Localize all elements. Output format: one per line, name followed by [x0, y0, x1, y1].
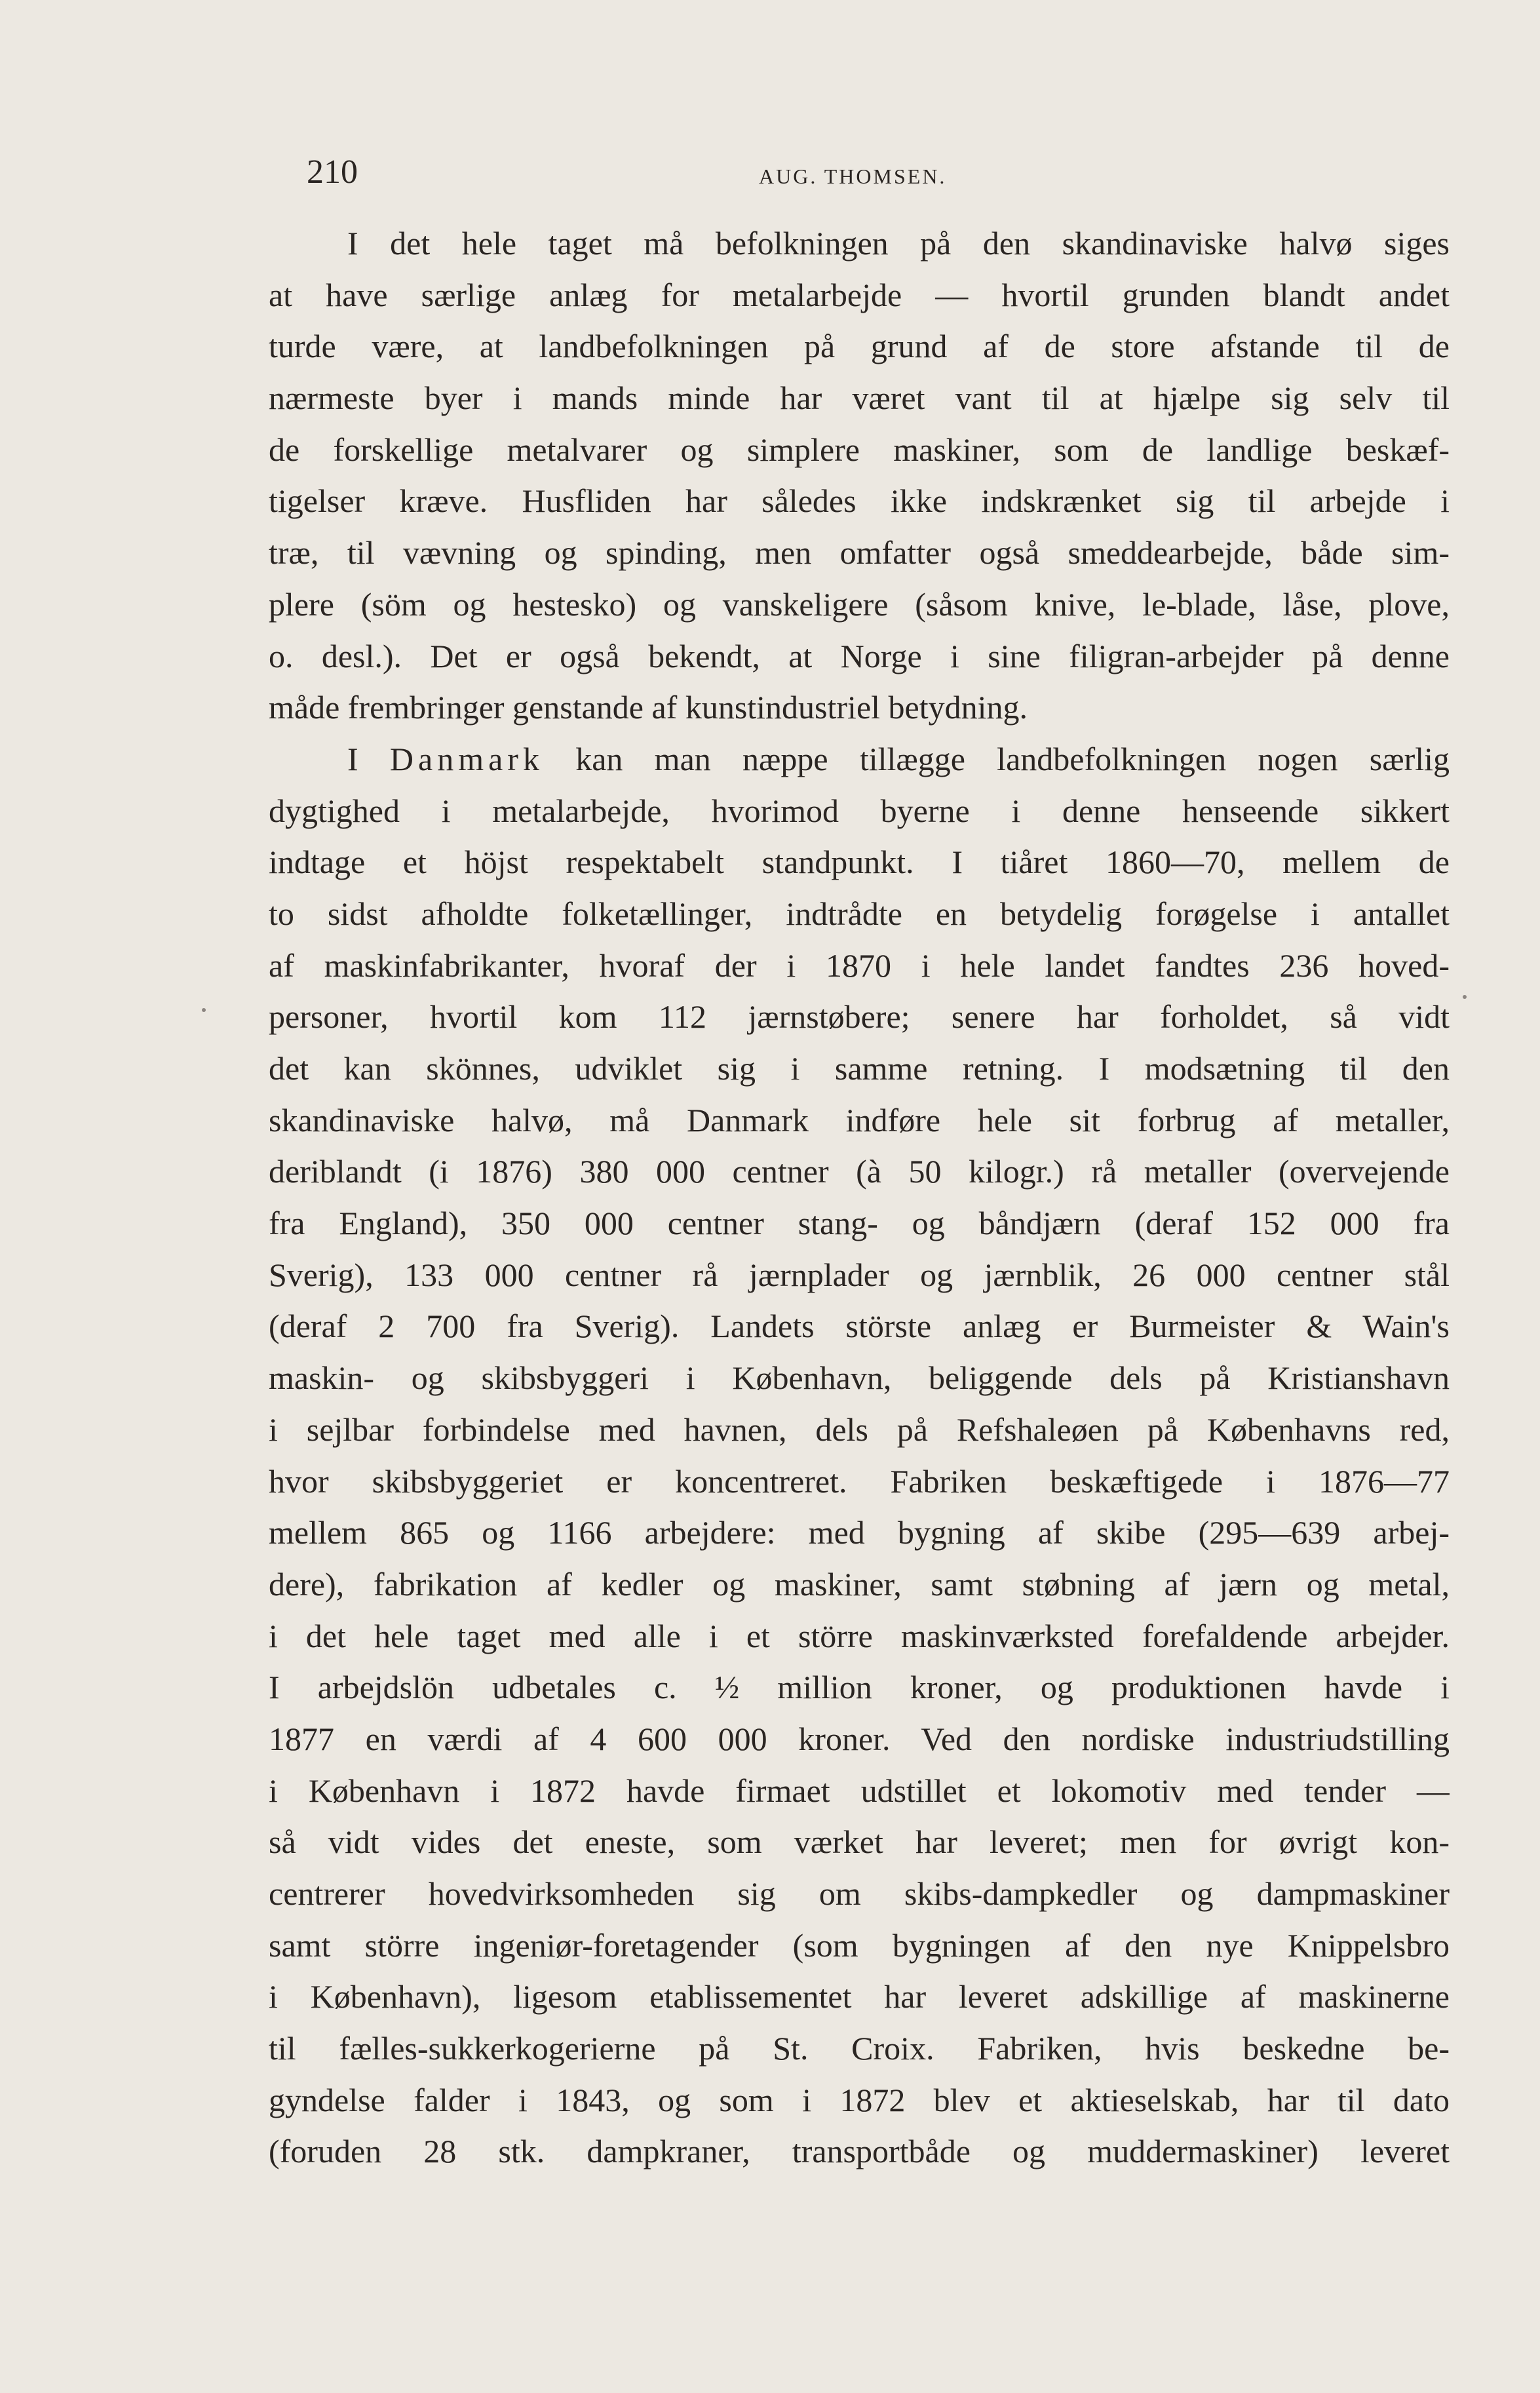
margin-speck	[1463, 995, 1467, 999]
text-line: (foruden 28 stk. dampkraner, transportbåde og muddermaskiner) leveret	[269, 2133, 1450, 2170]
emphasized-word: Danmark	[389, 740, 544, 777]
text-line: til fælles-sukkerkogerierne på St. Croix. Fabriken, hvis beskedne be-	[269, 2030, 1450, 2067]
text-line: træ, til vævning og spinding, men omfatter også smeddearbejde, både sim-	[269, 534, 1450, 572]
text-line: maskin- og skibsbyggeri i København, beliggende dels på Kristianshavn	[269, 1359, 1450, 1397]
text-line: de forskellige metalvarer og simplere maskiner, som de landlige beskæf-	[269, 431, 1450, 468]
text-line: centrerer hovedvirksomheden sig om skibs-dampkedler og dampmaskiner	[269, 1875, 1450, 1912]
paragraph-1	[269, 218, 1450, 733]
text-line: at have særlige anlæg for metalarbejde — hvortil grunden blandt andet	[269, 276, 1450, 313]
text-line: i det hele taget med alle i et större maskinværksted forefaldende arbejder.	[269, 1617, 1450, 1654]
text-line: dere), fabrikation af kedler og maskiner, samt støbning af jærn og metal,	[269, 1565, 1450, 1603]
text-line: indtage et höjst respektabelt standpunkt. I tiåret 1860—70, mellem de	[269, 844, 1450, 881]
text-line: o. desl.). Det er også bekendt, at Norge i sine filigran-arbejder på denne	[269, 637, 1450, 674]
text-line: dygtighed i metalarbejde, hvorimod byerne i denne henseende sikkert	[269, 792, 1450, 829]
text-line: gyndelse falder i 1843, og som i 1872 blev et aktieselskab, har til dato	[269, 2081, 1450, 2118]
text-line: I arbejdslön udbetales c. ½ million kroner, og produktionen havde i	[269, 1669, 1450, 1706]
text-line: af maskinfabrikanter, hvoraf der i 1870 i hele landet fandtes 236 hoved-	[269, 946, 1450, 984]
text-line: nærmeste byer i mands minde har været vant til at hjælpe sig selv til	[269, 379, 1450, 417]
text-line: I det hele taget må befolkningen på den skandinaviske halvø siges	[347, 225, 1450, 262]
text-line: tigelser kræve. Husfliden har således ikke indskrænket sig til arbejde i	[269, 482, 1450, 520]
text-line: to sidst afholdte folketællinger, indtrådte en betydelig forøgelse i antallet	[269, 895, 1450, 932]
text-line: plere (söm og hestesko) og vanskeligere (såsom knive, le-blade, låse, plove,	[269, 585, 1450, 623]
text-line: Sverig), 133 000 centner rå jærnplader og jærnblik, 26 000 centner stål	[269, 1256, 1450, 1293]
text-line: så vidt vides det eneste, som værket har leveret; men for øvrigt kon-	[269, 1823, 1450, 1861]
text-line: turde være, at landbefolkningen på grund af de store afstande til de	[269, 328, 1450, 365]
text-line: 1877 en værdi af 4 600 000 kroner. Ved den nordiske industriudstilling	[269, 1720, 1450, 1757]
text-line: (deraf 2 700 fra Sverig). Landets störste anlæg er Burmeister & Wain's	[269, 1308, 1450, 1345]
text-line: hvor skibsbyggeriet er koncentreret. Fabriken beskæftigede i 1876—77	[269, 1462, 1450, 1500]
paragraph-first-line-rest: kan man næppe tillægge landbefolkningen nogen særlig	[575, 740, 1450, 777]
text-line: fra England), 350 000 centner stang- og båndjærn (deraf 152 000 fra	[269, 1205, 1450, 1242]
text-line: i København i 1872 havde firmaet udstillet et lokomotiv med tender —	[269, 1772, 1450, 1809]
text-line: samt större ingeniør-foretagender (som bygningen af den nye Knippelsbro	[269, 1926, 1450, 1964]
body-text	[269, 218, 1450, 2177]
text-line: deriblandt (i 1876) 380 000 centner (à 50 kilogr.) rå metaller (overvejende	[269, 1153, 1450, 1190]
text-line: måde frembringer genstande af kunstindustriel betydning.	[269, 689, 1028, 726]
page-number: 210	[307, 153, 358, 191]
text-line: i sejlbar forbindelse med havnen, dels på Refshaleøen på Københavns red,	[269, 1411, 1450, 1448]
page-header	[307, 149, 1446, 195]
text-line: skandinaviske halvø, må Danmark indføre hele sit forbrug af metaller,	[269, 1101, 1450, 1138]
running-head: AUG. THOMSEN.	[759, 165, 947, 188]
paragraph-prefix: I	[347, 740, 358, 777]
paragraph-2	[269, 733, 1450, 2177]
text-line: i København), ligesom etablissementet har leveret adskillige af maskinerne	[269, 1978, 1450, 2015]
text-line: mellem 865 og 1166 arbejdere: med bygning af skibe (295—639 arbej-	[269, 1514, 1450, 1551]
text-line: personer, hvortil kom 112 jærnstøbere; senere har forholdet, så vidt	[269, 998, 1450, 1036]
margin-speck	[202, 1008, 206, 1012]
text-line	[269, 733, 1450, 785]
text-line: det kan skönnes, udviklet sig i samme retning. I modsætning til den	[269, 1050, 1450, 1087]
